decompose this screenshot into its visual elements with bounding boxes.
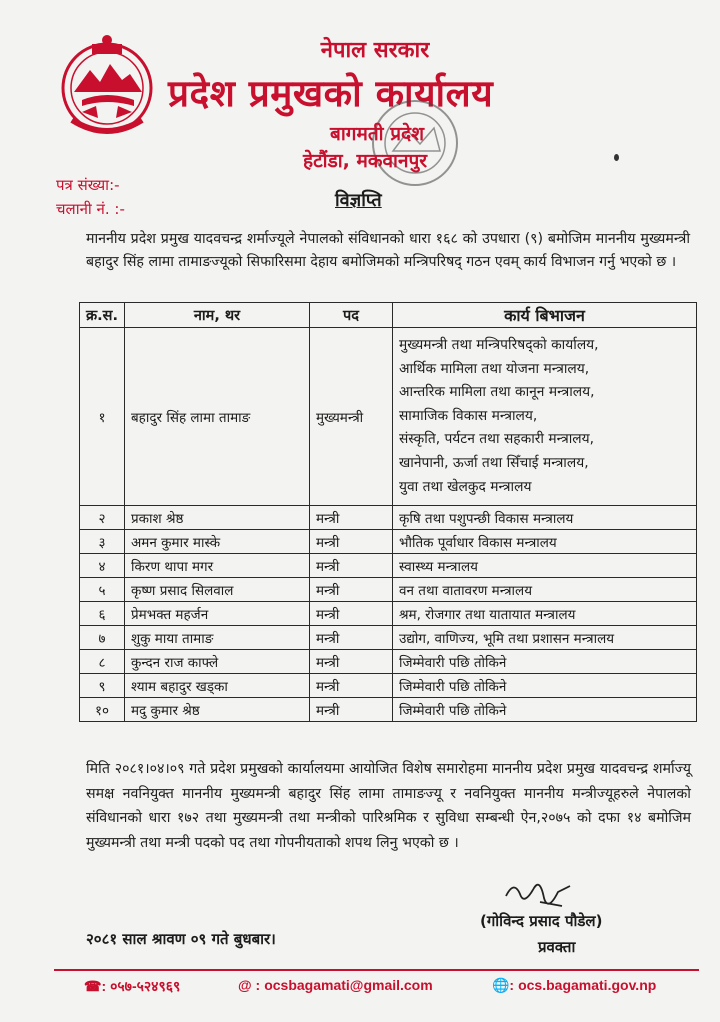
row-name: मदु कुमार श्रेष्ठ	[124, 698, 309, 722]
row-post: मन्त्री	[309, 602, 392, 626]
list-item: युवा तथा खेलकुद मन्त्रालय	[398, 478, 532, 495]
row-post: मन्त्री	[309, 506, 392, 530]
row-post: मन्त्री	[309, 650, 392, 674]
list-item: खानेपानी, ऊर्जा तथा सिँचाई मन्त्रालय,	[398, 454, 589, 471]
list-item: आर्थिक मामिला तथा योजना मन्त्रालय,	[398, 360, 590, 377]
row-serial: ९	[80, 674, 125, 698]
website-url[interactable]: ocs.bagamati.gov.np	[518, 977, 657, 993]
row-post: मन्त्री	[309, 674, 392, 698]
table-row	[80, 506, 697, 530]
row-post: मन्त्री	[309, 578, 392, 602]
table-row	[80, 674, 697, 698]
table-row	[80, 650, 697, 674]
list-item: संस्कृति, पर्यटन तथा सहकारी मन्त्रालय,	[398, 431, 595, 448]
header-department: कार्य बिभाजन	[392, 303, 696, 328]
row-department: उद्योग, वाणिज्य, भूमि तथा प्रशासन मन्त्रालय	[392, 626, 696, 650]
row-post: मन्त्री	[309, 530, 392, 554]
row-name: कृष्ण प्रसाद सिलवाल	[124, 578, 309, 602]
phone-icon: ☎:	[84, 978, 107, 994]
intro-paragraph: माननीय प्रदेश प्रमुख यादवचन्द्र शर्माज्यूले नेपालको संविधानको धारा १६८ को उपधारा (९) बमोजिम माननीय मुख्यमन्त्री बहादुर सिंह लामा तामाङज्यूको सिफारिसमा देहाय बमोजिमको मन्त्रिपरिषद् गठन एवम् कार्य विभाजन गर्नु भएको छ ।	[86, 231, 690, 270]
row-department: जिम्मेवारी पछि तोकिने	[392, 650, 696, 674]
row-department: जिम्मेवारी पछि तोकिने	[392, 674, 696, 698]
row-name: अमन कुमार मास्के	[124, 530, 309, 554]
table-row	[80, 530, 697, 554]
row-serial: ८	[80, 650, 125, 674]
province-name: बागमती प्रदेश	[330, 123, 425, 145]
department-list	[399, 328, 690, 505]
office-title: प्रदेश प्रमुखको कार्यालय	[168, 72, 494, 115]
table-row	[80, 602, 697, 626]
row-department: श्रम, रोजगार तथा यातायात मन्त्रालय	[392, 602, 696, 626]
table-row	[80, 328, 697, 506]
list-item: सामाजिक विकास मन्त्रालय,	[398, 407, 538, 424]
row-serial: ४	[80, 554, 125, 578]
header-post: पद	[309, 303, 392, 328]
row-department: जिम्मेवारी पछि तोकिने	[392, 698, 696, 722]
row-department	[392, 328, 696, 506]
oath-paragraph: मिति २०८१।०४।०९ गते प्रदेश प्रमुखको कार्यालयमा आयोजित विशेष समारोहमा माननीय प्रदेश प्रमुख यादवचन्द्र शर्माज्यू समक्ष नवनियुक्त माननीय मुख्यमन्त्री बहादुर सिंह लामा तामाङज्यू र नवनियुक्त माननीय मन्त्रीज्यूहरुले नेपालको संविधानको धारा १७२ तथा मुख्यमन्त्री तथा मन्त्रीको पारिश्रमिक र सुविधा सम्बन्धी ऐन,२०७५ को दफा १४ बमोजिम मुख्यमन्त्री तथा मन्त्री पदको पद तथा गोपनीयताको शपथ लिनु भएको छ ।	[86, 761, 691, 851]
row-name: बहादुर सिंह लामा तामाङ	[124, 328, 309, 506]
row-name: शुकु माया तामाङ	[124, 626, 309, 650]
notice-title: विज्ञप्ति	[335, 190, 382, 211]
handwritten-signature	[500, 876, 590, 916]
office-address: हेटौंडा, मकवानपुर	[303, 150, 428, 172]
list-item: मुख्यमन्त्री तथा मन्त्रिपरिषद्को कार्यालय,	[398, 337, 599, 353]
row-post: मुख्यमन्त्री	[309, 328, 392, 506]
row-serial: ६	[80, 602, 125, 626]
row-post: मन्त्री	[309, 698, 392, 722]
cabinet-table	[79, 302, 697, 722]
row-post: मन्त्री	[309, 554, 392, 578]
letter-number-label: पत्र संख्या:-	[56, 176, 120, 194]
table-row	[80, 578, 697, 602]
header-serial: क्र.स.	[80, 303, 125, 328]
footer-divider	[54, 969, 699, 971]
globe-icon: 🌐:	[492, 977, 515, 993]
row-name: प्रेमभक्त महर्जन	[124, 602, 309, 626]
ink-mark	[614, 154, 619, 161]
government-name: नेपाल सरकार	[320, 38, 430, 63]
row-name: प्रकाश श्रेष्ठ	[124, 506, 309, 530]
table-row	[80, 698, 697, 722]
row-name: कुन्दन राज काफ्ले	[124, 650, 309, 674]
issue-date: २०८१ साल श्रावण ०९ गते बुधबार।	[86, 930, 276, 948]
signer-title: प्रवक्ता	[538, 938, 576, 956]
row-serial: १०	[80, 698, 125, 722]
row-post: मन्त्री	[309, 626, 392, 650]
row-serial: ३	[80, 530, 125, 554]
row-department: स्वास्थ्य मन्त्रालय	[392, 554, 696, 578]
row-name: श्याम बहादुर खड्का	[124, 674, 309, 698]
row-serial: ७	[80, 626, 125, 650]
table-row	[80, 554, 697, 578]
row-name: किरण थापा मगर	[124, 554, 309, 578]
phone-number: ०५७-५२४९६९	[110, 978, 181, 994]
row-department: वन तथा वातावरण मन्त्रालय	[392, 578, 696, 602]
footer-email[interactable]	[238, 977, 433, 993]
email-address[interactable]: ocsbagamati@gmail.com	[264, 977, 433, 993]
header-name: नाम, थर	[124, 303, 309, 328]
footer-phone	[84, 977, 180, 996]
footer-website[interactable]	[492, 977, 656, 994]
row-serial: ५	[80, 578, 125, 602]
email-icon: @ :	[238, 977, 261, 993]
row-serial: १	[80, 328, 125, 506]
row-department: कृषि तथा पशुपन्छी विकास मन्त्रालय	[392, 506, 696, 530]
list-item: आन्तरिक मामिला तथा कानून मन्त्रालय,	[398, 384, 595, 401]
dispatch-number-label: चलानी नं. :-	[56, 200, 125, 218]
signer-name: (गोविन्द प्रसाद पौडेल)	[480, 912, 603, 930]
row-department: भौतिक पूर्वाधार विकास मन्त्रालय	[392, 530, 696, 554]
table-row	[80, 626, 697, 650]
row-serial: २	[80, 506, 125, 530]
